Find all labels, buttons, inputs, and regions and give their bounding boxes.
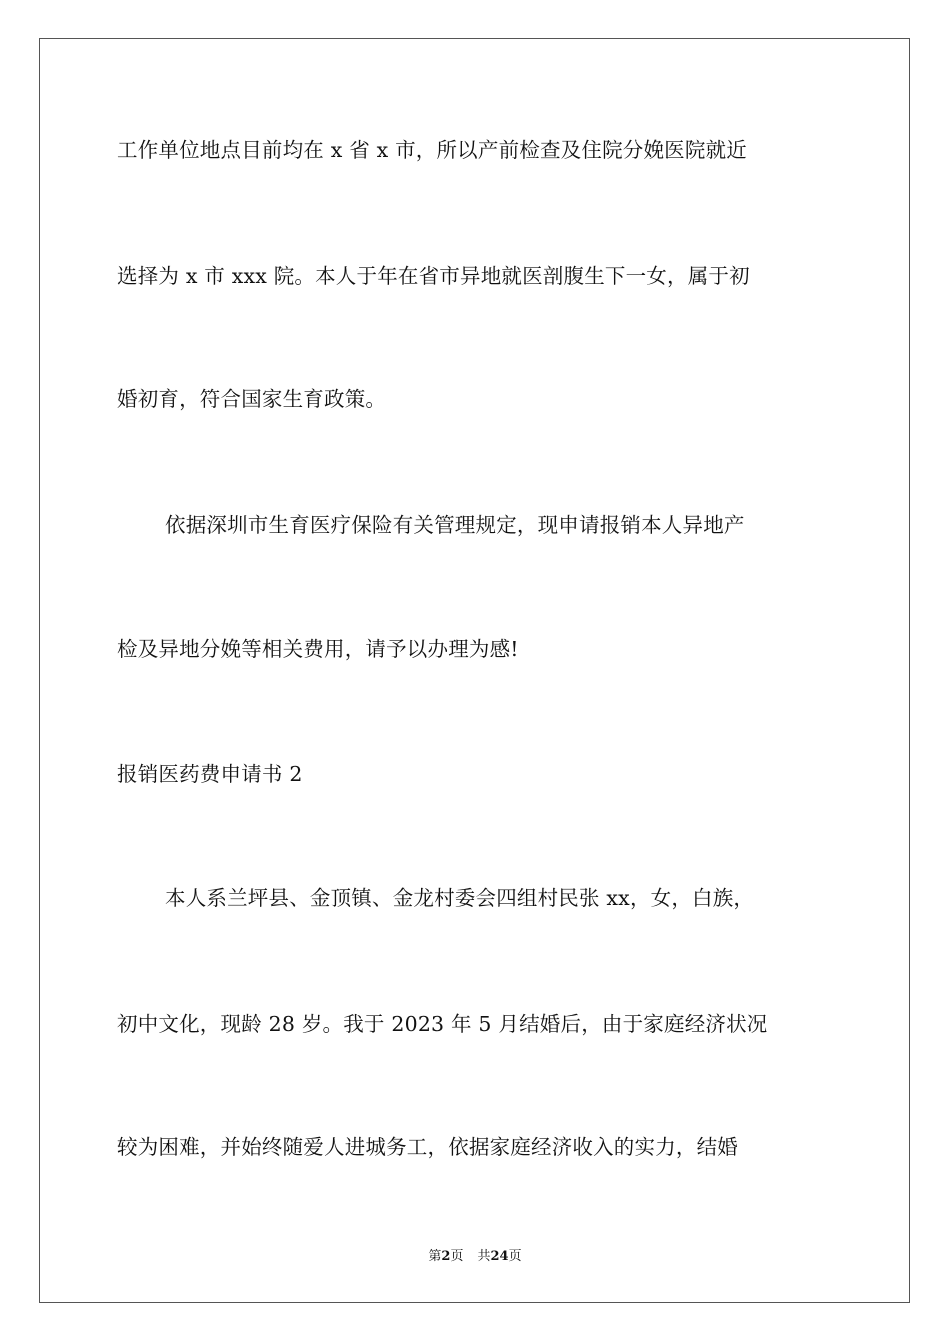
page-number: 2 [441, 1249, 451, 1264]
body-line-4: 依据深圳市生育医疗保险有关管理规定，现申请报销本人异地产 [165, 513, 745, 537]
body-line-5: 检及异地分娩等相关费用，请予以办理为感! [117, 637, 519, 661]
body-line-9: 较为困难，并始终随爱人进城务工，依据家庭经济收入的实力，结婚 [117, 1135, 738, 1159]
page-footer [0, 1248, 950, 1266]
page-prefix: 第 [428, 1249, 442, 1264]
body-line-8: 初中文化，现龄 28 岁。我于 2023 年 5 月结婚后，由于家庭经济状况 [117, 1012, 768, 1036]
body-line-3: 婚初育，符合国家生育政策。 [117, 387, 387, 411]
total-pages: 24 [490, 1249, 509, 1264]
total-prefix: 共 [477, 1249, 491, 1264]
page-suffix: 页 [450, 1249, 464, 1264]
total-suffix: 页 [508, 1249, 522, 1264]
body-line-2: 选择为 x 市 xxx 院。本人于年在省市异地就医剖腹生下一女，属于初 [117, 264, 750, 288]
page-frame [39, 38, 910, 1303]
section-heading: 报销医药费申请书 2 [117, 762, 303, 786]
body-line-1: 工作单位地点目前均在 x 省 x 市，所以产前检查及住院分娩医院就近 [117, 138, 747, 162]
body-line-7: 本人系兰坪县、金顶镇、金龙村委会四组村民张 xx，女，白族， [165, 886, 755, 910]
